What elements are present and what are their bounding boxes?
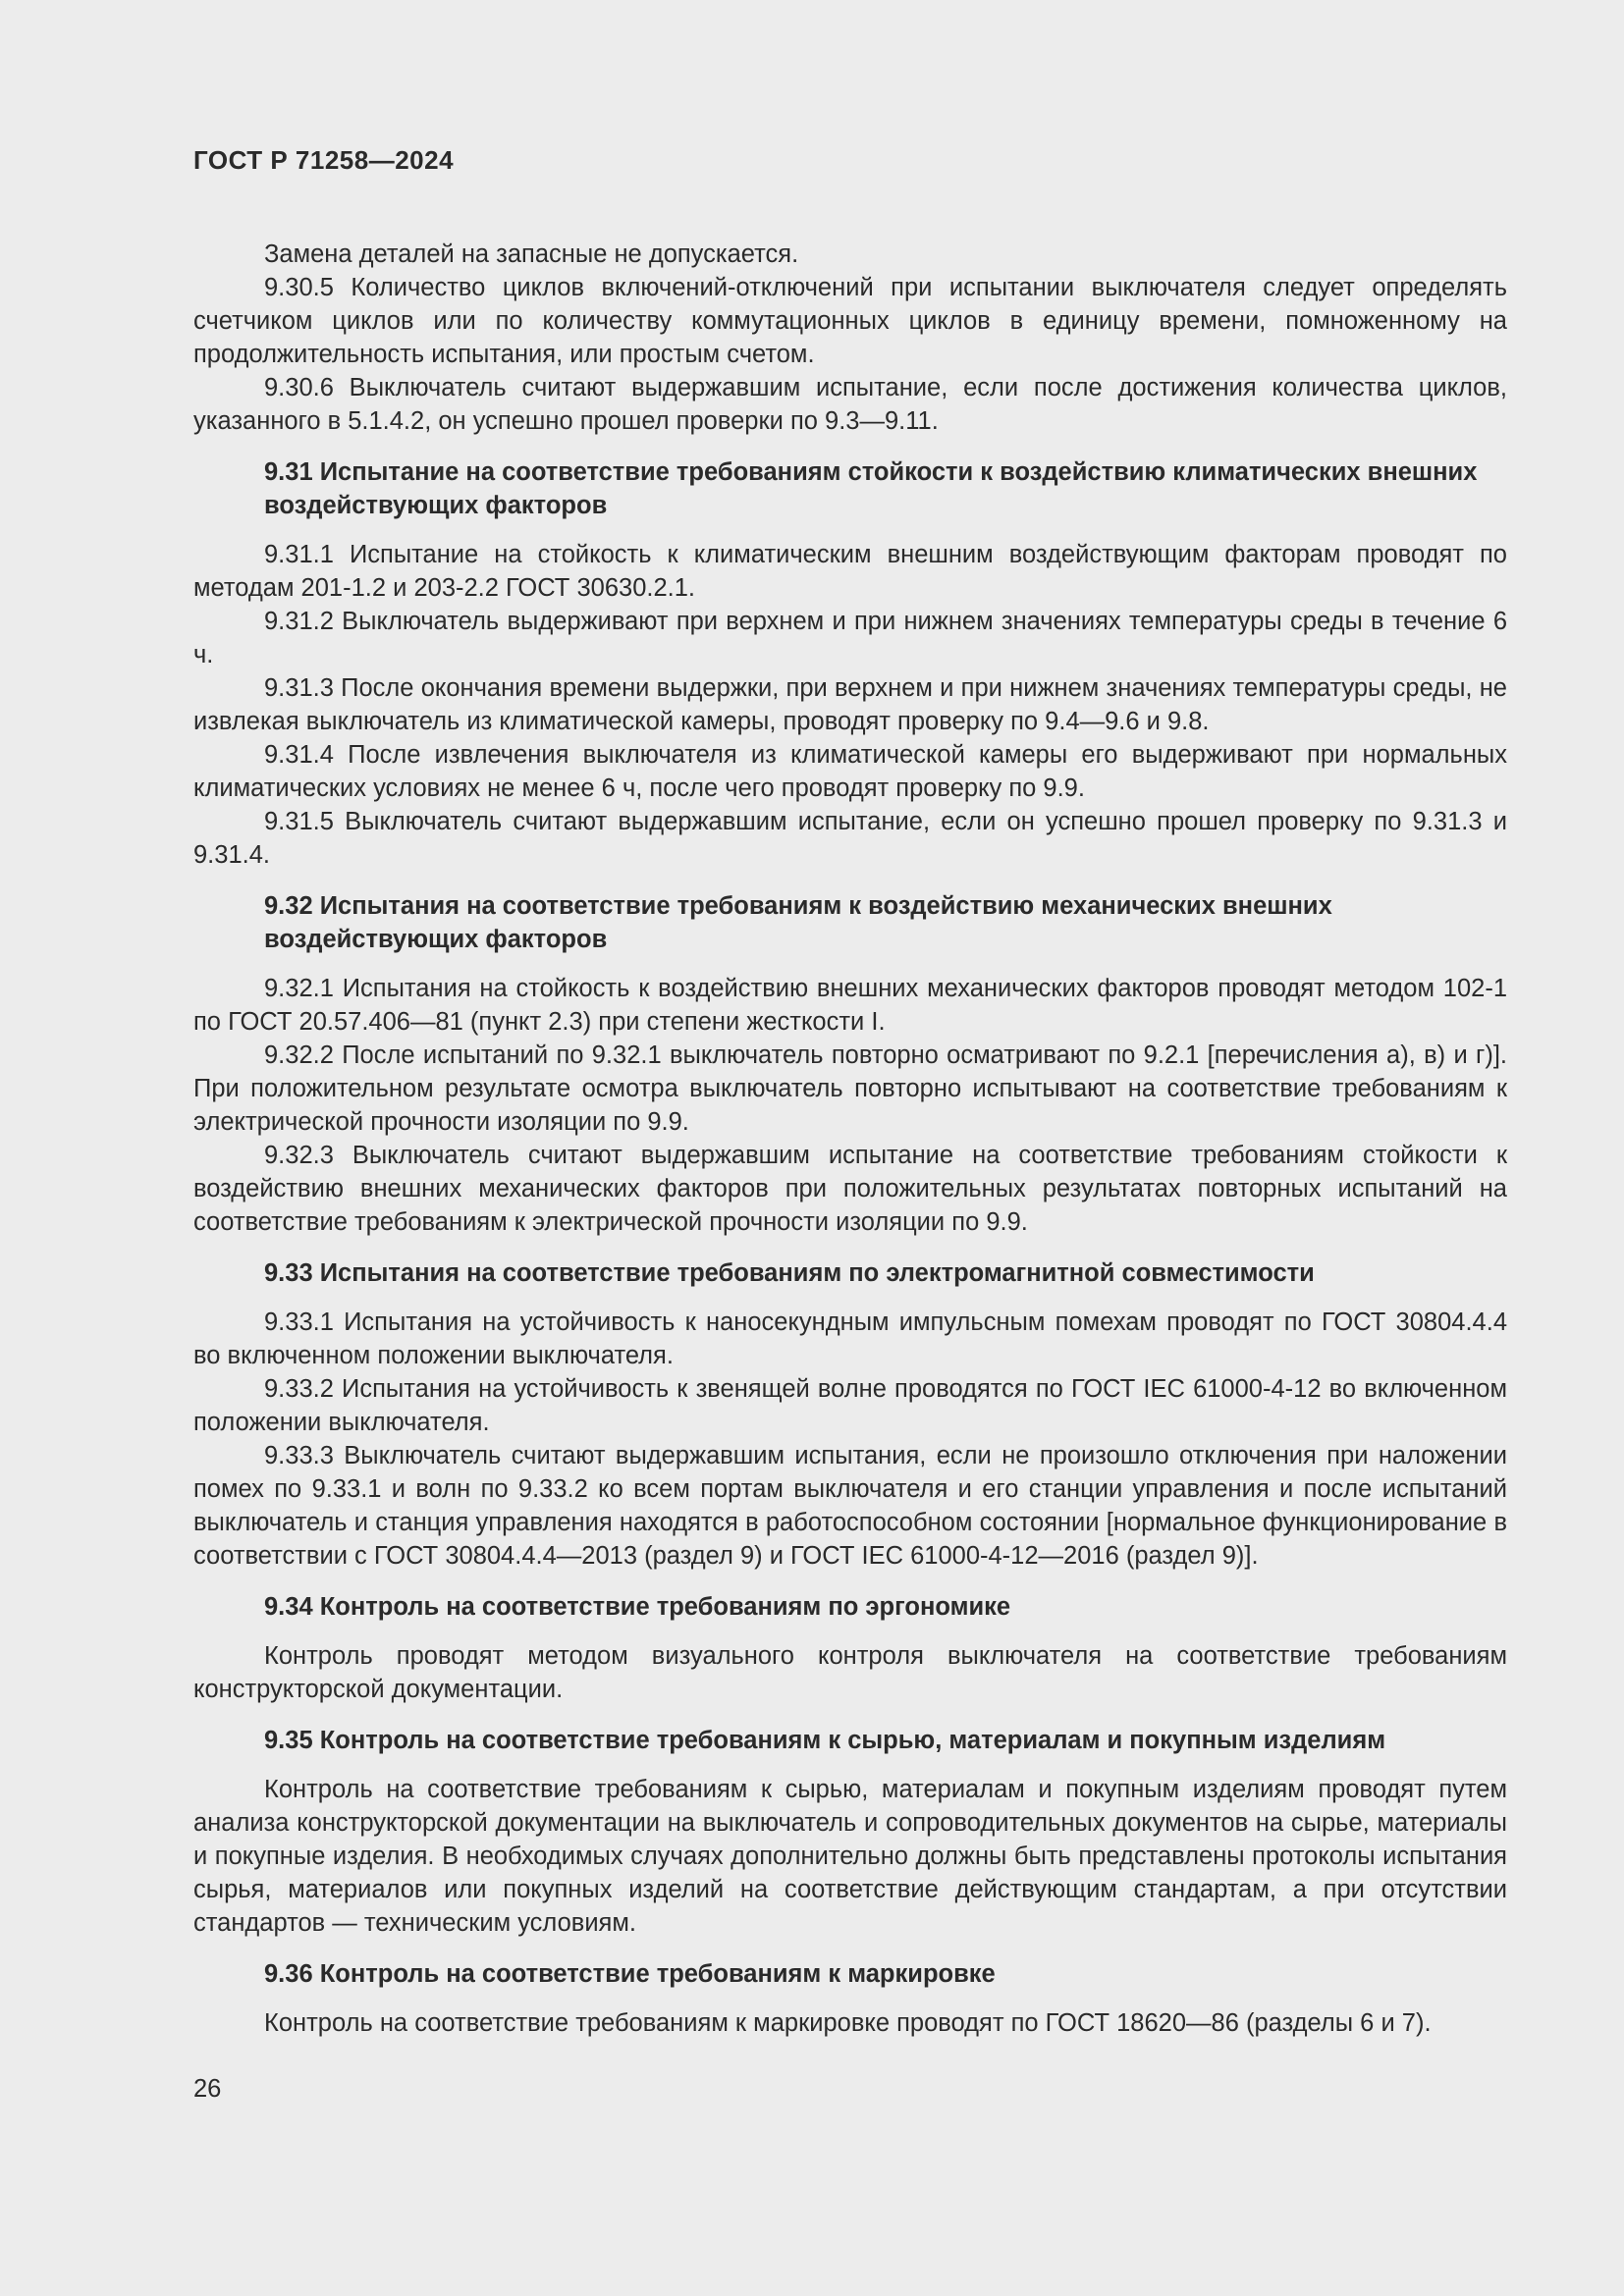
section-heading: 9.33 Испытания на соответствие требованиям по электромагнитной совместимости [264, 1259, 1315, 1287]
document-header: ГОСТ Р 71258—2024 [193, 145, 455, 175]
page-number: 26 [193, 2075, 222, 2103]
paragraph: 9.33.1 Испытания на устойчивость к наносекундным импульсным помехам проводят по ГОСТ 30804.4.4 во включенном положении выключателя. [193, 1308, 1507, 1369]
paragraph: 9.31.1 Испытание на стойкость к климатическим внешним воздействующим факторам проводят по методам 201-1.2 и 203-2.2 ГОСТ 30630.2.1. [193, 541, 1507, 602]
document-body [193, 238, 1507, 2040]
paragraph: Контроль на соответствие требованиям к маркировке проводят по ГОСТ 18620—86 (разделы 6 и 7). [264, 2009, 1432, 2037]
paragraph: 9.31.2 Выключатель выдерживают при верхнем и при нижнем значениях температуры среды в течение 6 ч. [193, 608, 1507, 668]
paragraph: 9.30.6 Выключатель считают выдержавшим испытание, если после достижения количества циклов, указанного в 5.1.4.2, он успешно прошел проверки по 9.3—9.11. [193, 374, 1507, 435]
section-heading: 9.34 Контроль на соответствие требованиям по эргономике [264, 1593, 1011, 1621]
paragraph: Контроль проводят методом визуального контроля выключателя на соответствие требованиям конструкторской документации. [193, 1642, 1507, 1703]
section-heading: 9.31 Испытание на соответствие требованиям стойкости к воздействию климатических внешних воздействующих факторов [264, 458, 1478, 519]
paragraph: 9.30.5 Количество циклов включений-отключений при испытании выключателя следует определять счетчиком циклов или по количеству коммутационных циклов в единицу времени, помноженному на продолжительность испытания, или простым счетом. [193, 274, 1507, 368]
section-heading: 9.36 Контроль на соответствие требованиям к маркировке [264, 1960, 996, 1988]
paragraph: 9.33.2 Испытания на устойчивость к звенящей волне проводятся по ГОСТ IEC 61000-4-12 во включенном положении выключателя. [193, 1375, 1507, 1436]
paragraph: Контроль на соответствие требованиям к сырью, материалам и покупным изделиям проводят путем анализа конструкторской документации на выключатель и сопроводительных документов на сырье, материалы и покупные изделия. В необходимых случаях дополнительно должны быть представлены протоколы испытания сырья, материалов или покупных изделий на соответствие действующим стандартам, а при отсутствии стандартов — техническим условиям. [193, 1776, 1507, 1937]
paragraph: 9.32.3 Выключатель считают выдержавшим испытание на соответствие требованиям стойкости к воздействию внешних механических факторов при положительных результатах повторных испытаний на соответствие требованиям к электрической прочности изоляции по 9.9. [193, 1142, 1507, 1236]
document-page [193, 145, 1507, 2040]
paragraph: 9.33.3 Выключатель считают выдержавшим испытания, если не произошло отключения при наложении помех по 9.33.1 и волн по 9.33.2 ко всем портам выключателя и его станции управления и после испытаний выключатель и станция управления находятся в работоспособном состоянии [нормальное функционирование в соответствии с ГОСТ 30804.4.4—2013 (раздел 9) и ГОСТ IEC 61000-4-12—2016 (раздел 9)]. [193, 1442, 1507, 1570]
section-heading: 9.35 Контроль на соответствие требованиям к сырью, материалам и покупным изделиям [264, 1727, 1386, 1754]
paragraph: 9.31.5 Выключатель считают выдержавшим испытание, если он успешно прошел проверку по 9.31.3 и 9.31.4. [193, 808, 1507, 869]
paragraph: 9.31.4 После извлечения выключателя из климатической камеры его выдерживают при нормальных климатических условиях не менее 6 ч, после чего проводят проверку по 9.9. [193, 741, 1507, 802]
paragraph: 9.32.2 После испытаний по 9.32.1 выключатель повторно осматривают по 9.2.1 [перечисления а), в) и г)]. При положительном результате осмотра выключатель повторно испытывают на соответствие требованиям к электрической прочности изоляции по 9.9. [193, 1041, 1507, 1136]
paragraph: 9.31.3 После окончания времени выдержки, при верхнем и при нижнем значениях температуры среды, не извлекая выключатель из климатической камеры, проводят проверку по 9.4—9.6 и 9.8. [193, 674, 1507, 735]
paragraph: 9.32.1 Испытания на стойкость к воздействию внешних механических факторов проводят методом 102-1 по ГОСТ 20.57.406—81 (пункт 2.3) при степени жесткости I. [193, 975, 1507, 1036]
paragraph: Замена деталей на запасные не допускается. [264, 240, 799, 268]
section-heading: 9.32 Испытания на соответствие требованиям к воздействию механических внешних воздействующих факторов [264, 892, 1332, 953]
